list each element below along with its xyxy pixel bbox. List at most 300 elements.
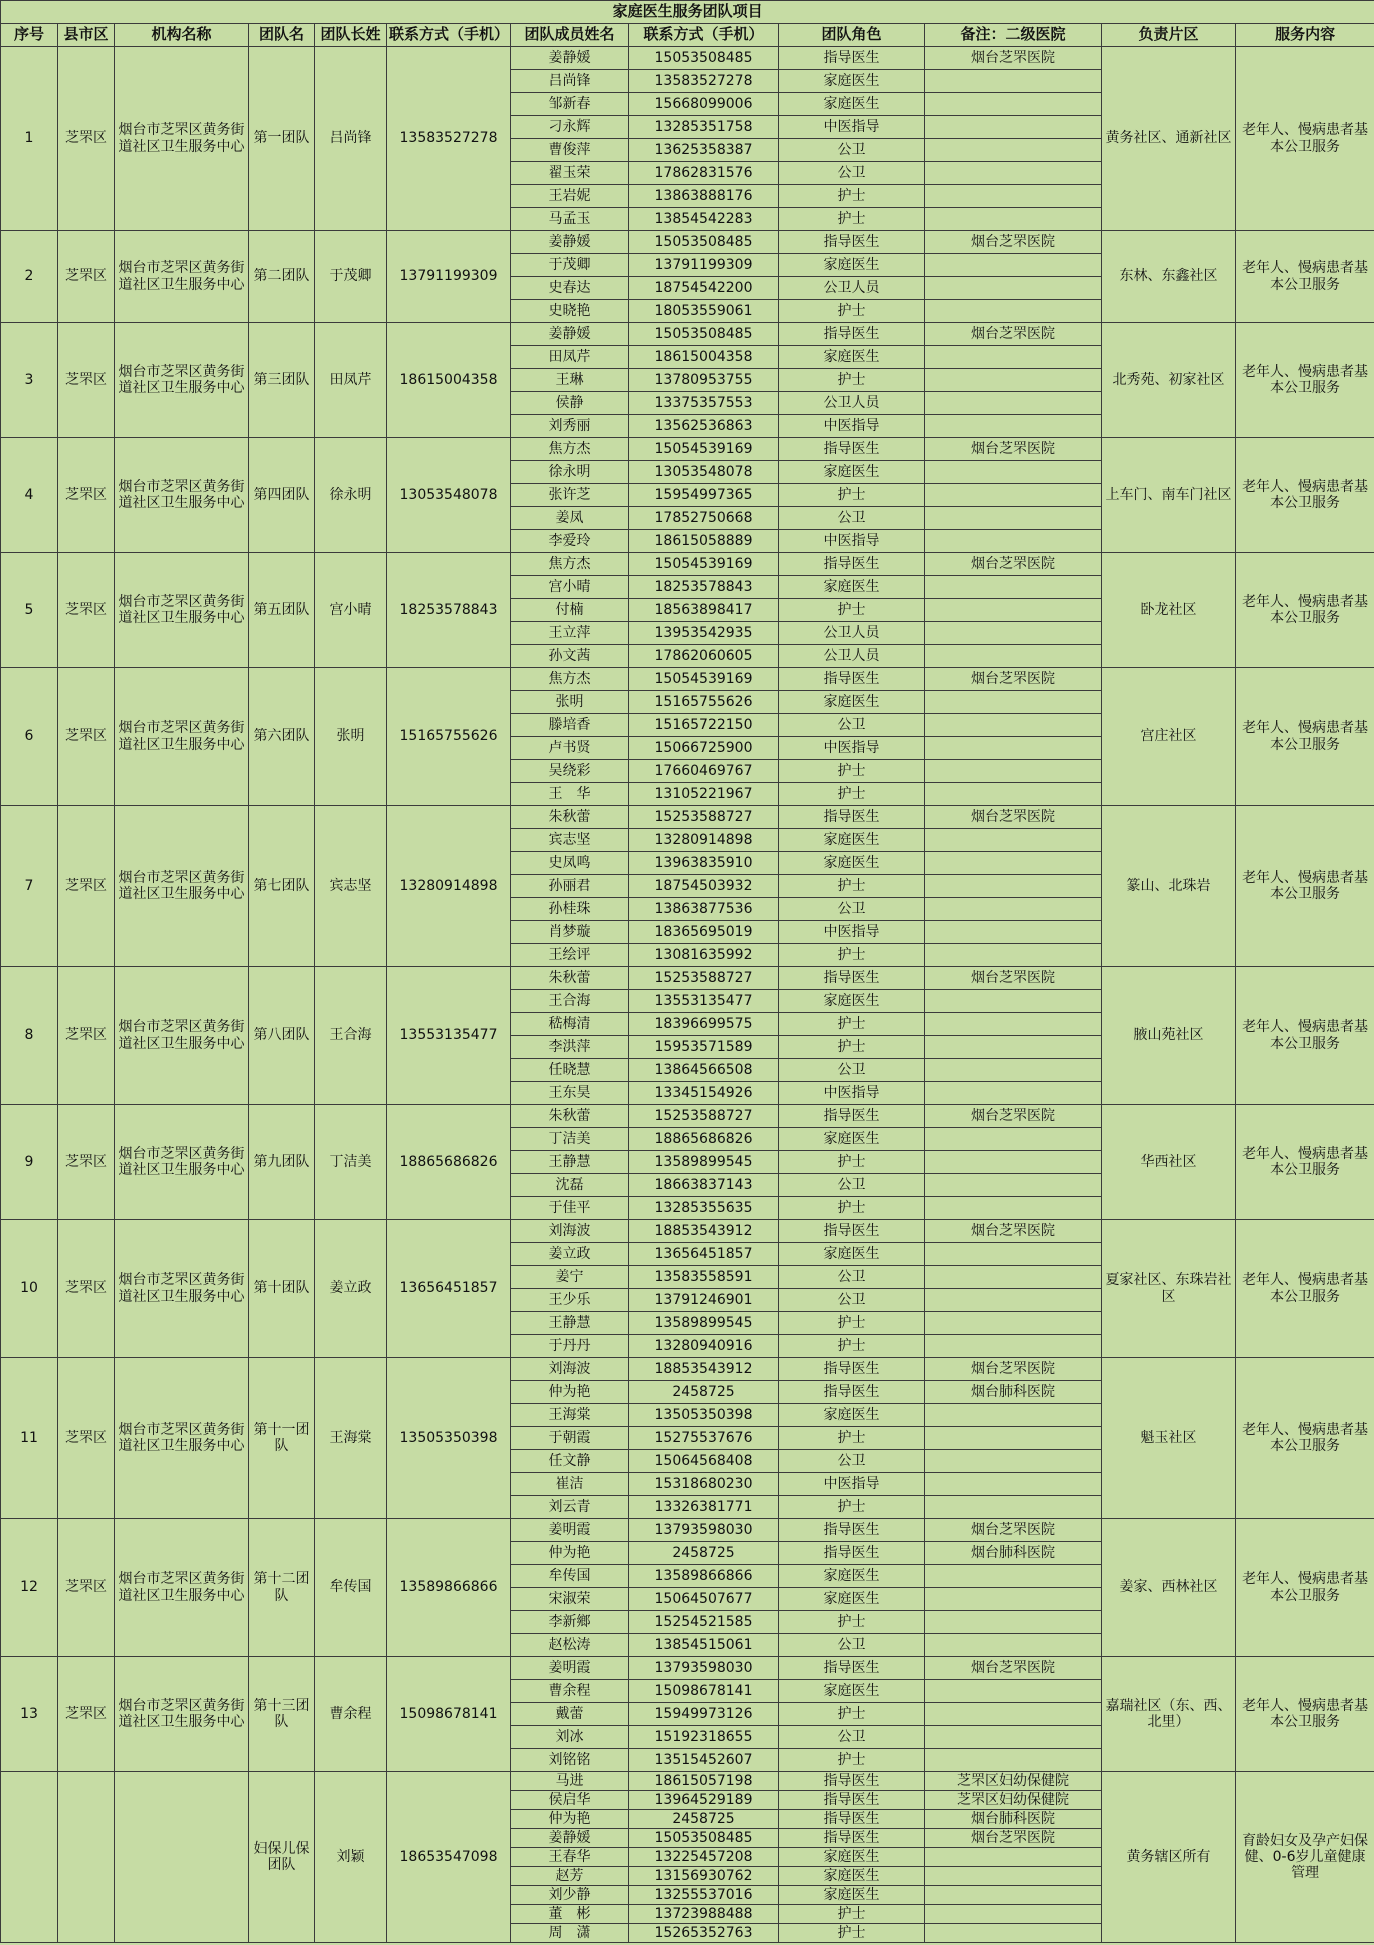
team-name: 第七团队 — [249, 806, 315, 967]
member-role: 公卫 — [779, 898, 925, 921]
area-cell: 卧龙社区 — [1102, 553, 1236, 668]
member-phone: 13583527278 — [629, 70, 779, 93]
member-role: 护士 — [779, 369, 925, 392]
member-hospital — [925, 599, 1102, 622]
member-role: 护士 — [779, 1427, 925, 1450]
member-row — [1, 438, 1374, 461]
member-phone: 13285355635 — [629, 1197, 779, 1220]
member-hospital — [925, 1848, 1102, 1867]
member-phone: 13589899545 — [629, 1151, 779, 1174]
district-cell: 芝罘区 — [58, 438, 115, 553]
org-cell: 烟台市芝罘区黄务街道社区卫生服务中心 — [115, 1358, 249, 1519]
leader-phone: 13589866866 — [387, 1519, 511, 1657]
member-role: 中医指导 — [779, 737, 925, 760]
member-phone: 13326381771 — [629, 1496, 779, 1519]
member-hospital: 烟台肺科医院 — [925, 1381, 1102, 1404]
header-cell: 县市区 — [58, 24, 115, 47]
member-role: 指导医生 — [779, 47, 925, 70]
leader-phone: 13280914898 — [387, 806, 511, 967]
member-phone: 13285351758 — [629, 116, 779, 139]
area-cell: 黄务辖区所有 — [1102, 1772, 1236, 1943]
member-name: 王立萍 — [511, 622, 629, 645]
member-name: 李洪萍 — [511, 1036, 629, 1059]
org-cell: 烟台市芝罘区黄务街道社区卫生服务中心 — [115, 323, 249, 438]
member-role: 指导医生 — [779, 438, 925, 461]
area-cell: 黄务社区、通新社区 — [1102, 47, 1236, 231]
member-phone: 13854542283 — [629, 208, 779, 231]
team-number: 7 — [1, 806, 58, 967]
member-hospital: 芝罘区妇幼保健院 — [925, 1772, 1102, 1791]
member-hospital: 芝罘区妇幼保健院 — [925, 1791, 1102, 1810]
member-role: 家庭医生 — [779, 1243, 925, 1266]
member-hospital — [925, 1404, 1102, 1427]
member-phone: 18253578843 — [629, 576, 779, 599]
member-hospital — [925, 714, 1102, 737]
member-hospital — [925, 1266, 1102, 1289]
team-name: 第十三团队 — [249, 1657, 315, 1772]
district-cell: 芝罘区 — [58, 1519, 115, 1657]
member-row — [1, 967, 1374, 990]
member-role: 指导医生 — [779, 668, 925, 691]
leader-phone: 13053548078 — [387, 438, 511, 553]
member-name: 刘海波 — [511, 1358, 629, 1381]
member-phone: 13864566508 — [629, 1059, 779, 1082]
member-role: 护士 — [779, 1151, 925, 1174]
member-hospital — [925, 737, 1102, 760]
member-row — [1, 806, 1374, 829]
member-name: 王绘评 — [511, 944, 629, 967]
member-hospital: 烟台芝罘医院 — [925, 231, 1102, 254]
member-role: 公卫 — [779, 1266, 925, 1289]
member-name: 戴蕾 — [511, 1703, 629, 1726]
member-hospital — [925, 829, 1102, 852]
member-hospital — [925, 461, 1102, 484]
org-cell: 烟台市芝罘区黄务街道社区卫生服务中心 — [115, 1519, 249, 1657]
member-hospital — [925, 1703, 1102, 1726]
member-row — [1, 1772, 1374, 1791]
member-name: 姜凤 — [511, 507, 629, 530]
member-hospital: 烟台芝罘医院 — [925, 806, 1102, 829]
member-role: 指导医生 — [779, 806, 925, 829]
member-name: 姜明霞 — [511, 1657, 629, 1680]
member-phone: 13583558591 — [629, 1266, 779, 1289]
member-phone: 18853543912 — [629, 1220, 779, 1243]
member-hospital — [925, 1013, 1102, 1036]
member-role: 家庭医生 — [779, 461, 925, 484]
member-name: 赵芳 — [511, 1867, 629, 1886]
member-hospital — [925, 392, 1102, 415]
member-name: 张明 — [511, 691, 629, 714]
member-phone: 18754542200 — [629, 277, 779, 300]
member-phone: 15053508485 — [629, 323, 779, 346]
team-name: 第二团队 — [249, 231, 315, 323]
team-name: 第九团队 — [249, 1105, 315, 1220]
member-role: 护士 — [779, 1312, 925, 1335]
member-role: 公卫 — [779, 1450, 925, 1473]
member-phone: 17852750668 — [629, 507, 779, 530]
member-hospital — [925, 1059, 1102, 1082]
member-phone: 13505350398 — [629, 1404, 779, 1427]
member-role: 公卫 — [779, 714, 925, 737]
member-name: 姜静媛 — [511, 1829, 629, 1848]
team-name: 第八团队 — [249, 967, 315, 1105]
member-name: 刘秀丽 — [511, 415, 629, 438]
member-hospital — [925, 346, 1102, 369]
member-role: 中医指导 — [779, 1473, 925, 1496]
member-hospital: 烟台芝罘医院 — [925, 1657, 1102, 1680]
member-role: 家庭医生 — [779, 1680, 925, 1703]
member-phone: 13553135477 — [629, 990, 779, 1013]
area-cell: 夏家社区、东珠岩社区 — [1102, 1220, 1236, 1358]
district-cell — [58, 1772, 115, 1943]
member-name: 付楠 — [511, 599, 629, 622]
member-hospital — [925, 484, 1102, 507]
area-cell: 上车门、南车门社区 — [1102, 438, 1236, 553]
member-name: 宫小晴 — [511, 576, 629, 599]
team-name: 第十一团队 — [249, 1358, 315, 1519]
member-role: 家庭医生 — [779, 93, 925, 116]
member-phone: 13953542935 — [629, 622, 779, 645]
member-phone: 15054539169 — [629, 668, 779, 691]
leader-phone: 15098678141 — [387, 1657, 511, 1772]
member-hospital — [925, 852, 1102, 875]
member-phone: 17862831576 — [629, 162, 779, 185]
member-phone: 15165722150 — [629, 714, 779, 737]
member-name: 翟玉荣 — [511, 162, 629, 185]
member-name: 王春华 — [511, 1848, 629, 1867]
member-name: 朱秋蕾 — [511, 1105, 629, 1128]
member-name: 王东昊 — [511, 1082, 629, 1105]
member-name: 马孟玉 — [511, 208, 629, 231]
district-cell: 芝罘区 — [58, 1657, 115, 1772]
member-hospital — [925, 645, 1102, 668]
member-phone: 18853543912 — [629, 1358, 779, 1381]
member-phone: 13780953755 — [629, 369, 779, 392]
member-phone: 13793598030 — [629, 1519, 779, 1542]
member-name: 孙丽君 — [511, 875, 629, 898]
member-name: 姜静媛 — [511, 47, 629, 70]
member-hospital — [925, 277, 1102, 300]
leader-phone: 13583527278 — [387, 47, 511, 231]
team-number: 5 — [1, 553, 58, 668]
member-role: 家庭医生 — [779, 1565, 925, 1588]
member-name: 邹新春 — [511, 93, 629, 116]
member-role: 公卫 — [779, 1726, 925, 1749]
team-number: 1 — [1, 47, 58, 231]
header-cell: 团队成员姓名 — [511, 24, 629, 47]
member-name: 田凤芹 — [511, 346, 629, 369]
team-name: 妇保儿保团队 — [249, 1772, 315, 1943]
member-role: 指导医生 — [779, 1772, 925, 1791]
leader-phone: 13505350398 — [387, 1358, 511, 1519]
member-hospital — [925, 1634, 1102, 1657]
member-role: 家庭医生 — [779, 1404, 925, 1427]
member-role: 中医指导 — [779, 415, 925, 438]
header-cell: 联系方式（手机） — [387, 24, 511, 47]
member-role: 中医指导 — [779, 1082, 925, 1105]
leader-phone: 18253578843 — [387, 553, 511, 668]
leader-phone: 18615004358 — [387, 323, 511, 438]
member-name: 仲为艳 — [511, 1381, 629, 1404]
member-hospital — [925, 530, 1102, 553]
member-role: 护士 — [779, 1611, 925, 1634]
member-name: 姜静媛 — [511, 323, 629, 346]
member-role: 护士 — [779, 760, 925, 783]
member-hospital — [925, 139, 1102, 162]
district-cell: 芝罘区 — [58, 323, 115, 438]
member-hospital — [925, 1905, 1102, 1924]
member-hospital — [925, 1174, 1102, 1197]
member-hospital — [925, 1128, 1102, 1151]
member-role: 指导医生 — [779, 231, 925, 254]
member-hospital — [925, 1450, 1102, 1473]
service-cell: 老年人、慢病患者基本公卫服务 — [1236, 1220, 1374, 1358]
member-name: 刘少静 — [511, 1886, 629, 1905]
member-hospital — [925, 116, 1102, 139]
org-cell: 烟台市芝罘区黄务街道社区卫生服务中心 — [115, 668, 249, 806]
header-cell: 机构名称 — [115, 24, 249, 47]
area-cell: 腋山苑社区 — [1102, 967, 1236, 1105]
district-cell: 芝罘区 — [58, 47, 115, 231]
member-name: 刘铭铭 — [511, 1749, 629, 1772]
service-cell: 老年人、慢病患者基本公卫服务 — [1236, 1358, 1374, 1519]
team-leader: 于茂卿 — [315, 231, 387, 323]
district-cell: 芝罘区 — [58, 668, 115, 806]
member-role: 公卫 — [779, 1634, 925, 1657]
member-role: 中医指导 — [779, 921, 925, 944]
member-hospital — [925, 1867, 1102, 1886]
leader-phone: 13791199309 — [387, 231, 511, 323]
member-phone: 18615058889 — [629, 530, 779, 553]
member-name: 史春达 — [511, 277, 629, 300]
team-leader: 张明 — [315, 668, 387, 806]
member-name: 任文静 — [511, 1450, 629, 1473]
member-role: 护士 — [779, 484, 925, 507]
member-role: 公卫人员 — [779, 392, 925, 415]
member-role: 公卫 — [779, 162, 925, 185]
team-name: 第四团队 — [249, 438, 315, 553]
org-cell — [115, 1772, 249, 1943]
member-phone: 17660469767 — [629, 760, 779, 783]
member-hospital — [925, 1082, 1102, 1105]
member-name: 于佳平 — [511, 1197, 629, 1220]
member-phone: 13625358387 — [629, 139, 779, 162]
team-leader: 宾志坚 — [315, 806, 387, 967]
member-hospital — [925, 1726, 1102, 1749]
team-name: 第三团队 — [249, 323, 315, 438]
district-cell: 芝罘区 — [58, 806, 115, 967]
member-role: 护士 — [779, 1013, 925, 1036]
member-hospital — [925, 1151, 1102, 1174]
team-name: 第一团队 — [249, 47, 315, 231]
member-phone: 15064507677 — [629, 1588, 779, 1611]
member-hospital: 烟台肺科医院 — [925, 1542, 1102, 1565]
member-name: 王 华 — [511, 783, 629, 806]
member-name: 刘海波 — [511, 1220, 629, 1243]
team-number: 2 — [1, 231, 58, 323]
member-name: 刘冰 — [511, 1726, 629, 1749]
member-row — [1, 1519, 1374, 1542]
member-role: 护士 — [779, 875, 925, 898]
member-name: 于丹丹 — [511, 1335, 629, 1358]
member-name: 滕培香 — [511, 714, 629, 737]
team-leader: 牟传国 — [315, 1519, 387, 1657]
member-role: 家庭医生 — [779, 1848, 925, 1867]
district-cell: 芝罘区 — [58, 967, 115, 1105]
member-hospital — [925, 1427, 1102, 1450]
member-name: 李爱玲 — [511, 530, 629, 553]
member-hospital — [925, 622, 1102, 645]
member-role: 护士 — [779, 1749, 925, 1772]
member-hospital — [925, 921, 1102, 944]
member-phone: 15053508485 — [629, 231, 779, 254]
member-role: 指导医生 — [779, 1791, 925, 1810]
member-phone: 15066725900 — [629, 737, 779, 760]
district-cell: 芝罘区 — [58, 553, 115, 668]
leader-phone: 13656451857 — [387, 1220, 511, 1358]
member-phone: 13105221967 — [629, 783, 779, 806]
member-role: 家庭医生 — [779, 1128, 925, 1151]
leader-phone: 18653547098 — [387, 1772, 511, 1943]
team-number: 11 — [1, 1358, 58, 1519]
member-name: 李新鄉 — [511, 1611, 629, 1634]
header-cell: 备注：二级医院 — [925, 24, 1102, 47]
member-hospital — [925, 1611, 1102, 1634]
member-name: 孙文茜 — [511, 645, 629, 668]
member-phone: 13156930762 — [629, 1867, 779, 1886]
member-role: 家庭医生 — [779, 852, 925, 875]
member-phone: 13863877536 — [629, 898, 779, 921]
member-phone: 18563898417 — [629, 599, 779, 622]
member-row — [1, 323, 1374, 346]
member-name: 史晓艳 — [511, 300, 629, 323]
member-phone: 18754503932 — [629, 875, 779, 898]
member-hospital — [925, 990, 1102, 1013]
team-leader: 刘颖 — [315, 1772, 387, 1943]
member-hospital — [925, 162, 1102, 185]
member-phone: 15053508485 — [629, 47, 779, 70]
member-name: 姜静媛 — [511, 231, 629, 254]
member-phone: 13791199309 — [629, 254, 779, 277]
org-cell: 烟台市芝罘区黄务街道社区卫生服务中心 — [115, 47, 249, 231]
member-role: 公卫 — [779, 507, 925, 530]
member-phone: 15054539169 — [629, 438, 779, 461]
member-role: 护士 — [779, 300, 925, 323]
member-role: 公卫 — [779, 1059, 925, 1082]
district-cell: 芝罘区 — [58, 1220, 115, 1358]
team-name: 第十团队 — [249, 1220, 315, 1358]
member-phone: 15668099006 — [629, 93, 779, 116]
member-role: 护士 — [779, 1036, 925, 1059]
member-role: 指导医生 — [779, 1542, 925, 1565]
member-name: 王静慧 — [511, 1151, 629, 1174]
member-phone: 15265352763 — [629, 1924, 779, 1943]
member-role: 指导医生 — [779, 967, 925, 990]
member-role: 指导医生 — [779, 553, 925, 576]
member-phone: 13375357553 — [629, 392, 779, 415]
member-phone: 13081635992 — [629, 944, 779, 967]
member-phone: 18663837143 — [629, 1174, 779, 1197]
member-phone: 15192318655 — [629, 1726, 779, 1749]
member-phone: 18615057198 — [629, 1772, 779, 1791]
member-hospital — [925, 70, 1102, 93]
team-leader: 田凤芹 — [315, 323, 387, 438]
member-role: 公卫 — [779, 139, 925, 162]
member-role: 公卫人员 — [779, 622, 925, 645]
service-cell: 老年人、慢病患者基本公卫服务 — [1236, 47, 1374, 231]
member-hospital — [925, 1924, 1102, 1943]
org-cell: 烟台市芝罘区黄务街道社区卫生服务中心 — [115, 967, 249, 1105]
member-name: 姜明霞 — [511, 1519, 629, 1542]
member-phone: 18396699575 — [629, 1013, 779, 1036]
member-row — [1, 1358, 1374, 1381]
member-hospital — [925, 507, 1102, 530]
member-row — [1, 1220, 1374, 1243]
member-hospital — [925, 300, 1102, 323]
member-name: 侯静 — [511, 392, 629, 415]
team-leader: 王海棠 — [315, 1358, 387, 1519]
member-hospital — [925, 691, 1102, 714]
member-role: 指导医生 — [779, 1381, 925, 1404]
member-phone: 15949973126 — [629, 1703, 779, 1726]
member-row — [1, 231, 1374, 254]
member-phone: 15165755626 — [629, 691, 779, 714]
header-cell: 负责片区 — [1102, 24, 1236, 47]
member-hospital: 烟台肺科医院 — [925, 1810, 1102, 1829]
member-name: 嵇梅清 — [511, 1013, 629, 1036]
member-name: 崔洁 — [511, 1473, 629, 1496]
member-phone: 13964529189 — [629, 1791, 779, 1810]
member-name: 周 潇 — [511, 1924, 629, 1943]
member-phone: 13225457208 — [629, 1848, 779, 1867]
org-cell: 烟台市芝罘区黄务街道社区卫生服务中心 — [115, 553, 249, 668]
member-phone: 18053559061 — [629, 300, 779, 323]
member-row — [1, 668, 1374, 691]
member-row — [1, 1105, 1374, 1128]
member-name: 卢书贤 — [511, 737, 629, 760]
member-role: 家庭医生 — [779, 691, 925, 714]
member-name: 姜宁 — [511, 1266, 629, 1289]
member-name: 曹余程 — [511, 1680, 629, 1703]
member-hospital — [925, 944, 1102, 967]
member-hospital — [925, 1680, 1102, 1703]
member-role: 公卫人员 — [779, 645, 925, 668]
member-role: 公卫人员 — [779, 277, 925, 300]
org-cell: 烟台市芝罘区黄务街道社区卫生服务中心 — [115, 1657, 249, 1772]
member-role: 家庭医生 — [779, 70, 925, 93]
area-cell: 北秀苑、初家社区 — [1102, 323, 1236, 438]
district-cell: 芝罘区 — [58, 231, 115, 323]
member-name: 侯启华 — [511, 1791, 629, 1810]
header-cell: 联系方式（手机） — [629, 24, 779, 47]
member-role: 公卫 — [779, 1174, 925, 1197]
member-phone: 13723988488 — [629, 1905, 779, 1924]
header-cell: 服务内容 — [1236, 24, 1374, 47]
leader-phone: 13553135477 — [387, 967, 511, 1105]
area-cell: 宫庄社区 — [1102, 668, 1236, 806]
member-role: 护士 — [779, 1924, 925, 1943]
area-cell: 东林、东鑫社区 — [1102, 231, 1236, 323]
member-hospital — [925, 1749, 1102, 1772]
area-cell: 华西社区 — [1102, 1105, 1236, 1220]
member-hospital — [925, 1886, 1102, 1905]
member-role: 指导医生 — [779, 1519, 925, 1542]
member-hospital — [925, 1312, 1102, 1335]
team-number: 8 — [1, 967, 58, 1105]
team-number: 6 — [1, 668, 58, 806]
member-name: 曹俊萍 — [511, 139, 629, 162]
team-name: 第五团队 — [249, 553, 315, 668]
